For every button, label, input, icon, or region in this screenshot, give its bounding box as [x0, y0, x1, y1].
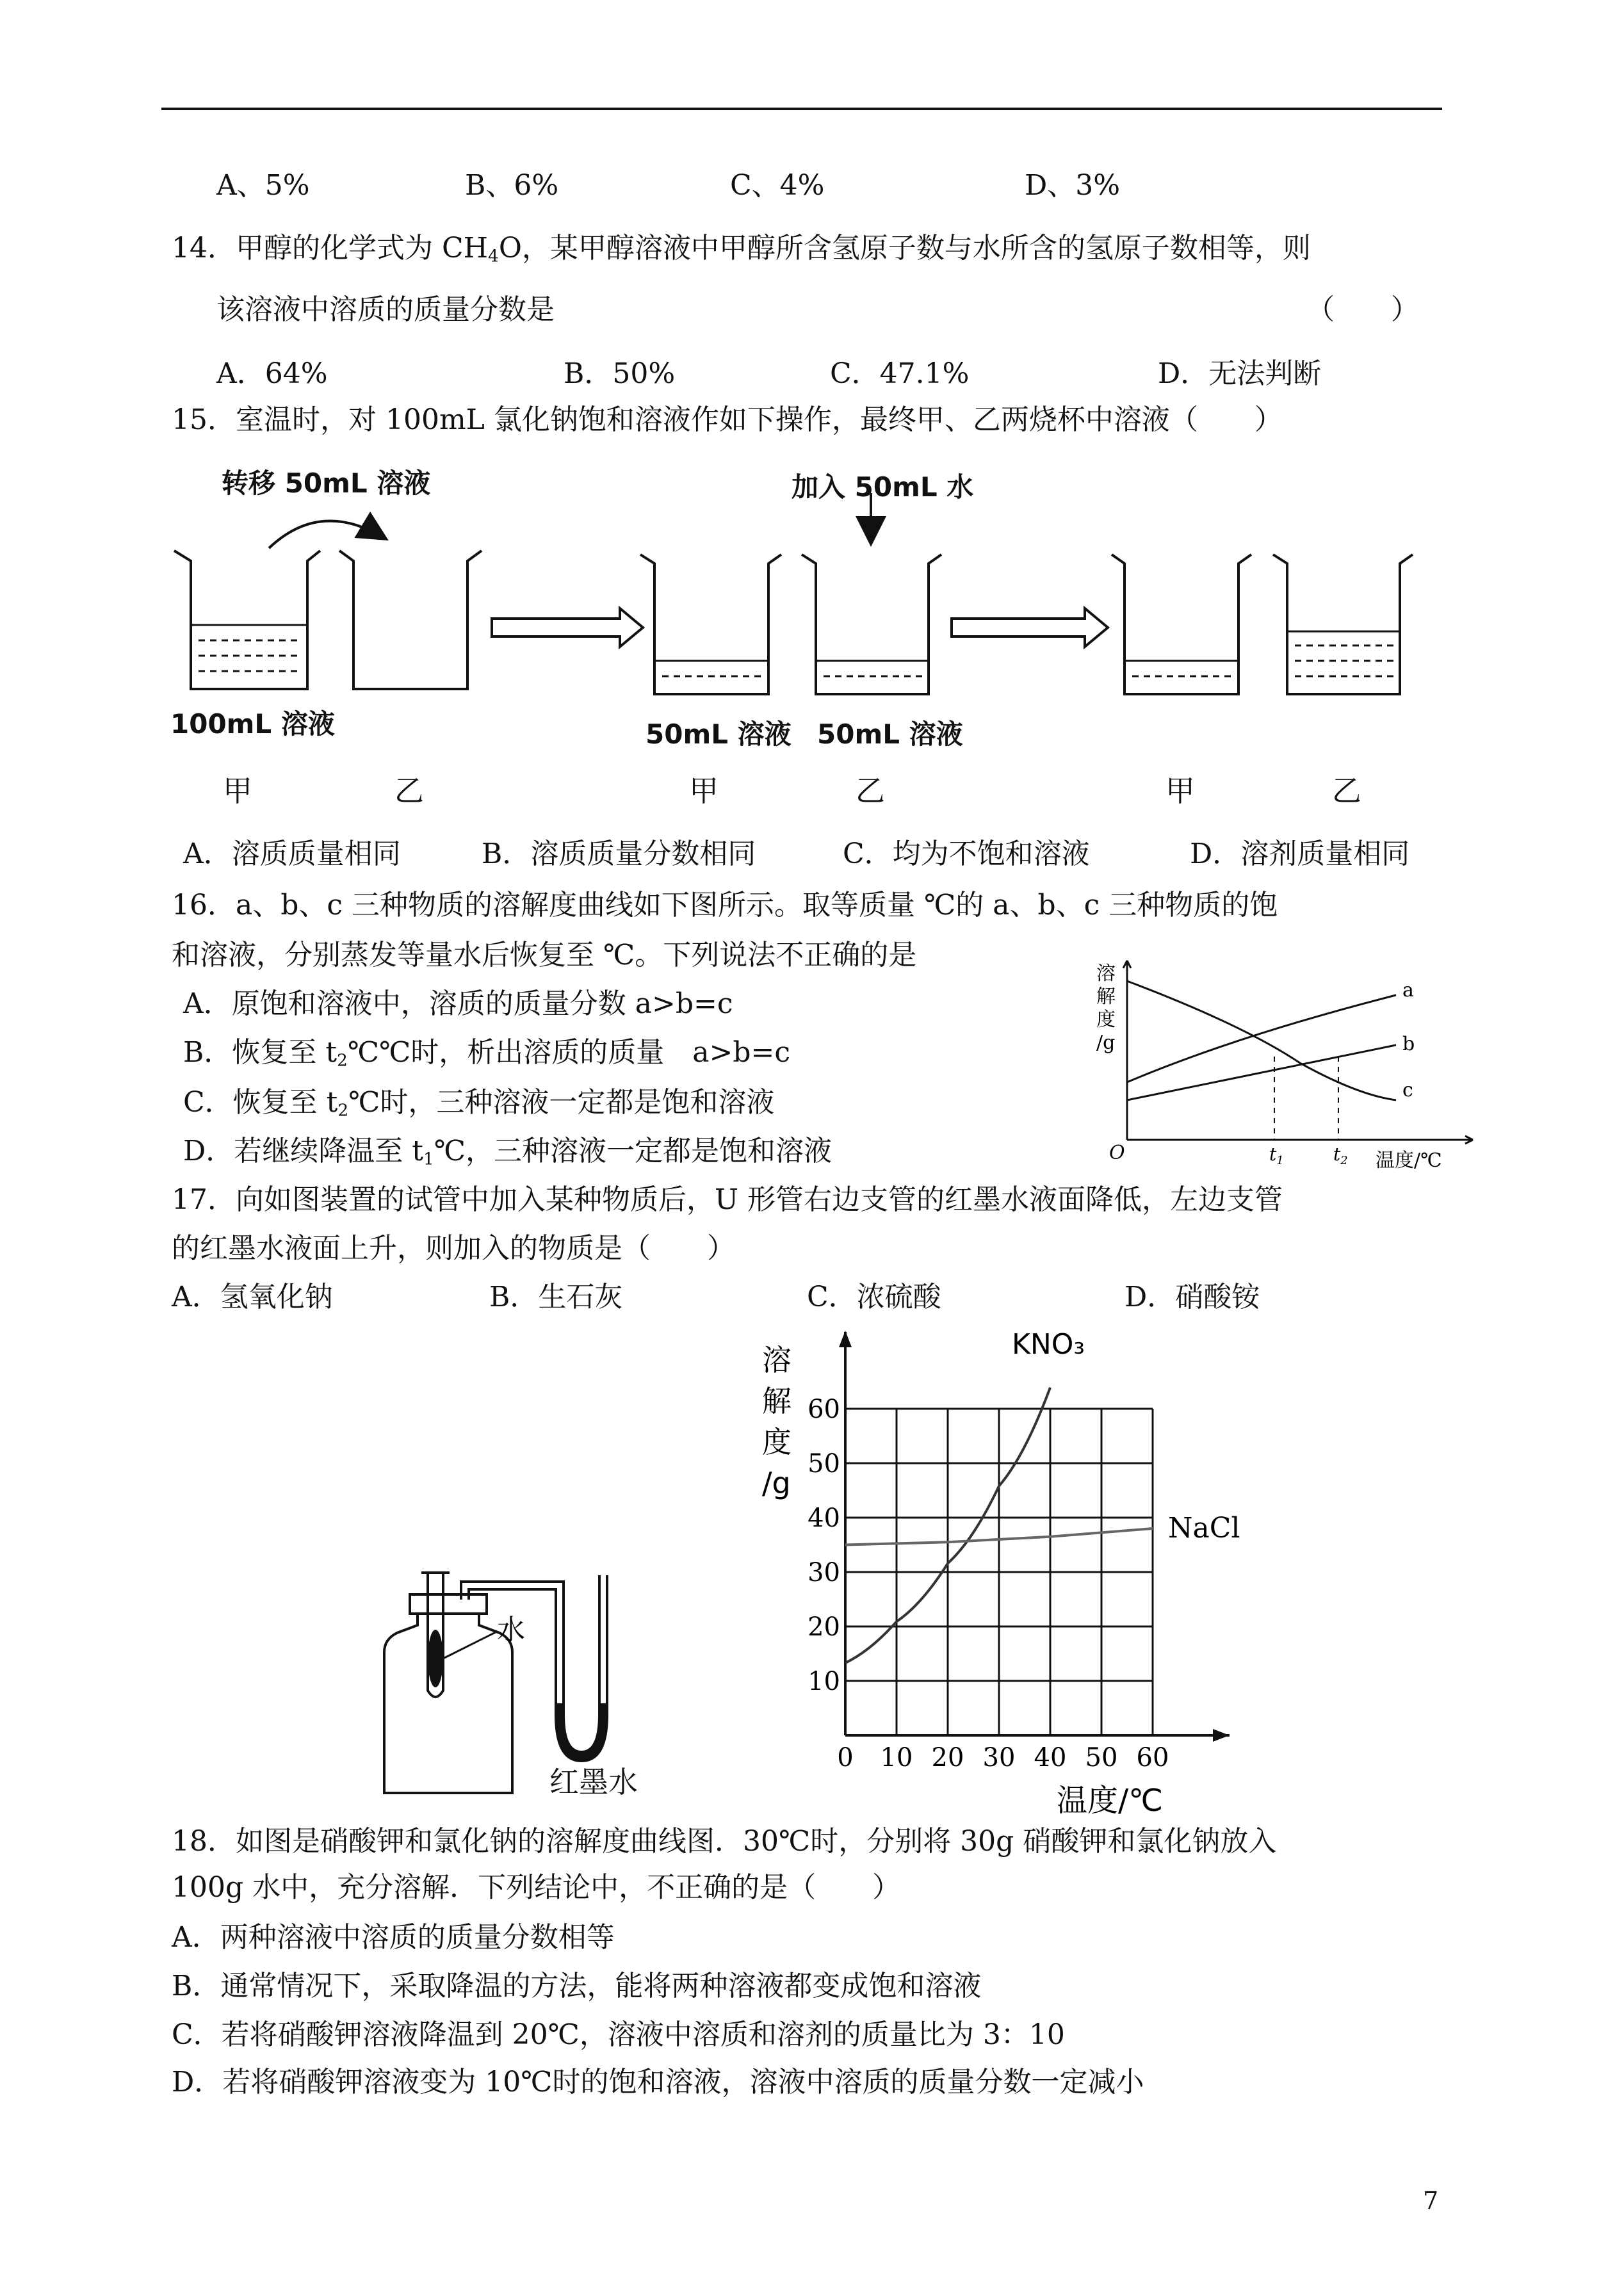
flask — [384, 1607, 512, 1793]
x-tick-label: 10 — [880, 1743, 913, 1772]
beaker-yi-2 — [802, 555, 941, 694]
g16-ylabel-2: 解 — [1096, 985, 1116, 1008]
q14-option-d: D．无法判断 — [1158, 357, 1322, 390]
y-tick-label: 10 — [808, 1667, 840, 1696]
x-tick-label: 40 — [1034, 1743, 1067, 1772]
g16-ylabel-3: 度 — [1096, 1009, 1116, 1031]
q13-option-b: B、6% — [465, 169, 559, 202]
water-in-tube — [428, 1630, 443, 1687]
y-axis-arrow — [839, 1331, 852, 1347]
q13-option-a: A、5% — [216, 169, 310, 202]
g16-label-b: b — [1402, 1033, 1415, 1055]
q17-option-d: D．硝酸铵 — [1125, 1281, 1260, 1313]
y-axis-label: /g — [762, 1466, 791, 1500]
transfer-arrow — [269, 521, 384, 548]
q15-option-b: B．溶质质量分数相同 — [482, 838, 756, 870]
q15-option-d: D．溶剂质量相同 — [1190, 838, 1410, 870]
q14-option-b: B．50% — [564, 357, 676, 390]
q16-option-c: C．恢复至 $t_2℃$时，三种溶液一定都是饱和溶液 — [183, 1086, 775, 1121]
q16-solubility-graph — [1082, 954, 1492, 1172]
q17-option-b: B．生石灰 — [489, 1281, 623, 1313]
q17-option-a: A．氢氧化钠 — [172, 1281, 333, 1313]
g16-xlabel: 温度/℃ — [1376, 1149, 1442, 1172]
y-axis-label: 解 — [762, 1384, 792, 1418]
q16-option-a: A．原饱和溶液中，溶质的质量分数 a>b=c — [183, 987, 733, 1020]
add-water-label: 加入 50mL 水 — [792, 471, 974, 503]
q18-option-c: C．若将硝酸钾溶液降温到 20℃，溶液中溶质和溶剂的质量比为 3：10 — [172, 2018, 1065, 2051]
label-yi-1: 乙 — [394, 774, 424, 808]
q14-option-c: C．47.1% — [830, 357, 970, 390]
q16-stem-line1: 16．a、b、c 三种物质的溶解度曲线如下图所示。取等质量 ℃的 a、b、c 三种物质的饱 — [172, 889, 1278, 921]
g16-label-c: c — [1402, 1079, 1413, 1101]
vol-100-label: 100mL 溶液 — [170, 708, 335, 740]
q17-stem-line1: 17．向如图装置的试管中加入某种物质后，U 形管右边支管的红墨水液面降低，左边支管 — [172, 1183, 1283, 1216]
q16-option-d: D．若继续降温至 $t_1℃$，三种溶液一定都是饱和溶液 — [183, 1135, 832, 1169]
series-label-nacl: NaCl — [1168, 1512, 1240, 1545]
q14-stem-line1: 14．甲醇的化学式为 $CH_4O$，某甲醇溶液中甲醇所含氢原子数与水所含的氢原子数相等，则 — [172, 232, 1311, 266]
q15-option-a: A．溶质质量相同 — [183, 838, 401, 870]
series-label-kno3: KNO₃ — [1012, 1328, 1085, 1361]
y-tick-label: 30 — [808, 1558, 840, 1587]
q13-option-d: D、3% — [1025, 169, 1121, 202]
vol-50-label-jia: 50mL 溶液 — [646, 718, 792, 750]
q14-answer-paren: （ ） — [1306, 293, 1419, 326]
page-number: 7 — [1423, 2187, 1439, 2215]
x-tick-label: 0 — [837, 1743, 854, 1772]
q15-option-c: C．均为不饱和溶液 — [843, 838, 1090, 870]
q18-stem-line2: 100g 水中，充分溶解．下列结论中，不正确的是（ ） — [172, 1871, 901, 1904]
g16-t2: $t_2$ — [1333, 1144, 1348, 1167]
process-arrow-1 — [492, 608, 643, 647]
q16-option-b: B．恢复至 $t_2℃℃$时，析出溶质的质量 a>b=c — [183, 1036, 791, 1071]
curve-a — [1127, 995, 1396, 1082]
g16-label-a: a — [1402, 979, 1414, 1002]
x-tick-label: 30 — [982, 1743, 1016, 1772]
vol-50-label-yi: 50mL 溶液 — [817, 718, 963, 750]
curve-c — [1127, 981, 1396, 1100]
q18-option-b: B．通常情况下，采取降温的方法，能将两种溶液都变成饱和溶液 — [172, 1970, 982, 2002]
y-axis-label: 度 — [762, 1425, 792, 1459]
x-tick-label: 60 — [1136, 1743, 1169, 1772]
y-tick-label: 40 — [808, 1504, 840, 1533]
x-axis-label: 温度/℃ — [1057, 1783, 1164, 1819]
q14-option-a: A．64% — [216, 357, 328, 390]
label-jia-2: 甲 — [689, 774, 719, 808]
g16-ylabel-4: /g — [1096, 1032, 1116, 1054]
x-tick-label: 50 — [1085, 1743, 1118, 1772]
y-tick-label: 50 — [808, 1449, 840, 1479]
y-tick-label: 60 — [808, 1395, 840, 1424]
x-tick-label: 20 — [931, 1743, 964, 1772]
label-jia-1: 甲 — [223, 774, 252, 808]
q18-option-a: A．两种溶液中溶质的质量分数相等 — [172, 1921, 615, 1954]
q17-option-c: C．浓硫酸 — [807, 1281, 941, 1313]
q17-stem-line2: 的红墨水液面上升，则加入的物质是（ ） — [172, 1232, 735, 1265]
q18-option-d: D．若将硝酸钾溶液变为 10℃时的饱和溶液，溶液中溶质的质量分数一定减小 — [172, 2066, 1144, 2098]
curve-b — [1127, 1045, 1396, 1100]
label-yi-3: 乙 — [1332, 774, 1361, 808]
q18-stem-line1: 18．如图是硝酸钾和氯化钠的溶解度曲线图．30℃时，分别将 30g 硝酸钾和氯化钠放入 — [172, 1825, 1277, 1858]
label-yi-2: 乙 — [856, 774, 885, 808]
q15-stem: 15．室温时，对 100mL 氯化钠饱和溶液作如下操作，最终甲、乙两烧杯中溶液（ ） — [172, 403, 1283, 436]
q13-option-c: C、4% — [730, 169, 825, 202]
beaker-jia-1 — [174, 551, 320, 689]
x-axis-arrow — [1213, 1729, 1230, 1742]
q16-stem-line2: 和溶液，分别蒸发等量水后恢复至 ℃。下列说法不正确的是 — [172, 939, 917, 971]
q14-stem-line2: 该溶液中溶质的质量分数是 — [216, 293, 555, 326]
g16-ylabel-1: 溶 — [1096, 962, 1116, 985]
beaker-jia-2 — [640, 555, 781, 694]
water-label: 水 — [497, 1614, 525, 1646]
transfer-label: 转移 50mL 溶液 — [222, 467, 431, 499]
y-axis-label: 溶 — [762, 1343, 792, 1377]
red-ink-label: 红墨水 — [549, 1765, 638, 1799]
beaker-yi-1 — [339, 551, 482, 689]
beaker-yi-3 — [1273, 555, 1413, 694]
process-arrow-2 — [952, 608, 1108, 647]
label-jia-3: 甲 — [1165, 774, 1195, 808]
y-tick-label: 20 — [808, 1612, 840, 1642]
g16-t1: $t_1$ — [1269, 1144, 1284, 1167]
q18-solubility-chart — [749, 1319, 1274, 1819]
g16-origin: O — [1109, 1142, 1125, 1164]
beaker-jia-3 — [1112, 555, 1251, 694]
